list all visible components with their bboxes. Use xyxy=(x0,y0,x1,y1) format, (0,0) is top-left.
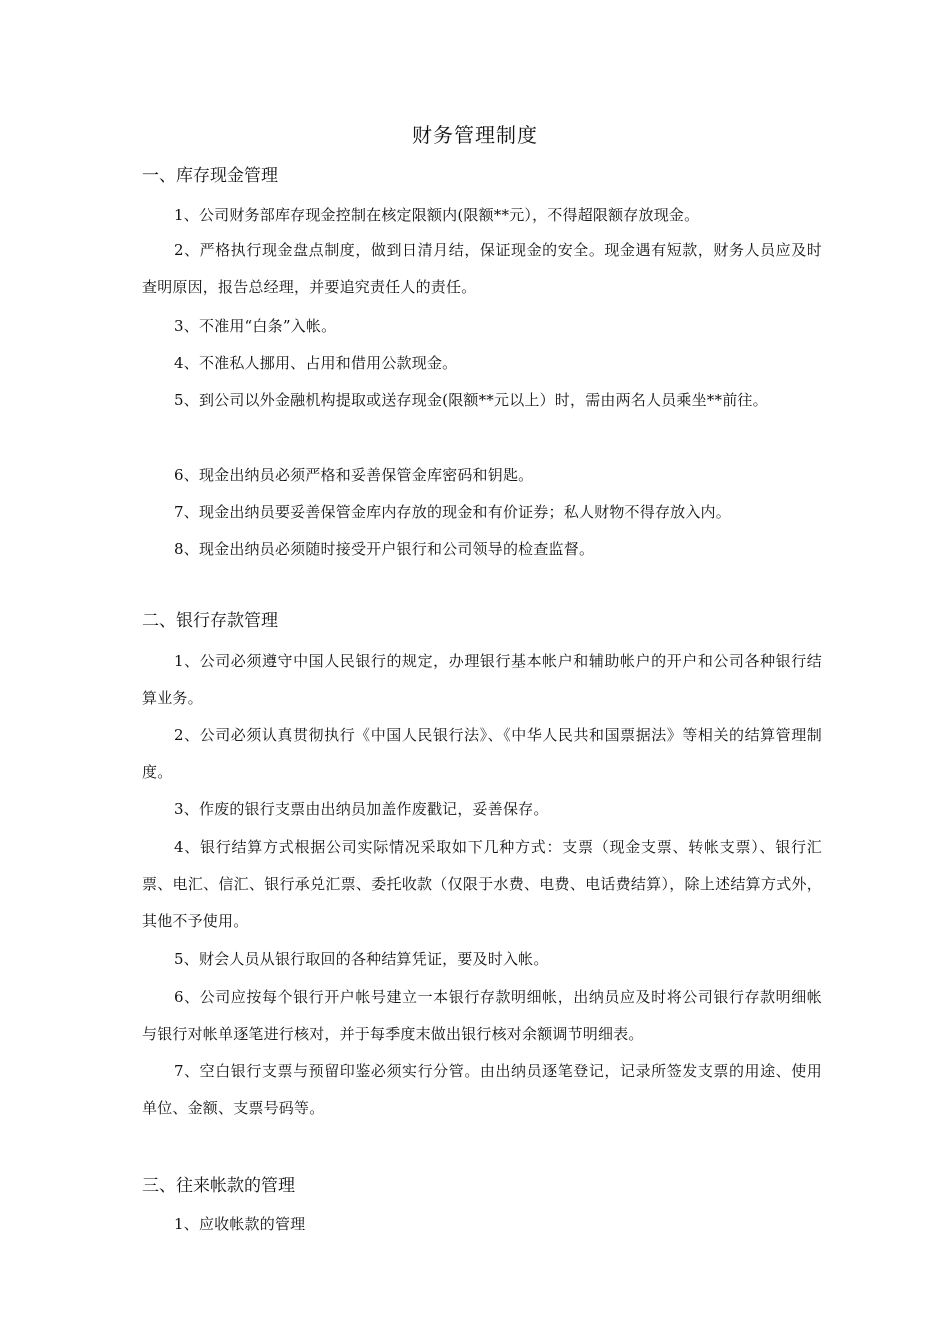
paragraph: 5、到公司以外金融机构提取或送存现金(限额**元以上）时，需由两名人员乘坐**前往。 xyxy=(174,391,768,409)
paragraph: 2、公司必须认真贯彻执行《中国人民银行法》、《中华人民共和国票据法》等相关的结算管理制度。 xyxy=(142,726,822,781)
paragraph: 7、现金出纳员要妥善保管金库内存放的现金和有价证券；私人财物不得存放入内。 xyxy=(174,503,731,521)
paragraph: 3、不准用“白条”入帐。 xyxy=(174,317,337,335)
paragraph: 3、作废的银行支票由出纳员加盖作废戳记，妥善保存。 xyxy=(174,800,549,818)
paragraph: 5、财会人员从银行取回的各种结算凭证，要及时入帐。 xyxy=(174,950,549,968)
section-heading-bank: 二、银行存款管理 xyxy=(142,611,278,631)
document-title: 财务管理制度 xyxy=(412,123,538,147)
paragraph: 2、严格执行现金盘点制度，做到日清月结，保证现金的安全。现金遇有短款，财务人员应及时查明原因，报告总经理，并要追究责任人的责任。 xyxy=(142,241,822,296)
paragraph: 7、空白银行支票与预留印鉴必须实行分管。由出纳员逐笔登记，记录所签发支票的用途、使用单位、金额、支票号码等。 xyxy=(142,1062,822,1117)
section-heading-cash: 一、库存现金管理 xyxy=(142,166,278,186)
paragraph: 1、公司财务部库存现金控制在核定限额内(限额**元），不得超限额存放现金。 xyxy=(174,206,700,224)
paragraph: 4、银行结算方式根据公司实际情况采取如下几种方式：支票（现金支票、转帐支票）、银行汇票、电汇、信汇、银行承兑汇票、委托收款（仅限于水费、电费、电话费结算），除上述结算方式外，其他不予使用。 xyxy=(142,838,822,930)
paragraph: 4、不准私人挪用、占用和借用公款现金。 xyxy=(174,354,458,372)
paragraph: 1、公司必须遵守中国人民银行的规定，办理银行基本帐户和辅助帐户的开户和公司各种银行结算业务。 xyxy=(142,652,822,707)
paragraph: 6、公司应按每个银行开户帐号建立一本银行存款明细帐，出纳员应及时将公司银行存款明细帐与银行对帐单逐笔进行核对，并于每季度末做出银行核对余额调节明细表。 xyxy=(142,988,822,1043)
paragraph: 8、现金出纳员必须随时接受开户银行和公司领导的检查监督。 xyxy=(174,540,595,558)
paragraph: 1、应收帐款的管理 xyxy=(174,1215,306,1233)
section-heading-accounts: 三、往来帐款的管理 xyxy=(142,1176,295,1196)
paragraph: 6、现金出纳员必须严格和妥善保管金库密码和钥匙。 xyxy=(174,466,534,484)
